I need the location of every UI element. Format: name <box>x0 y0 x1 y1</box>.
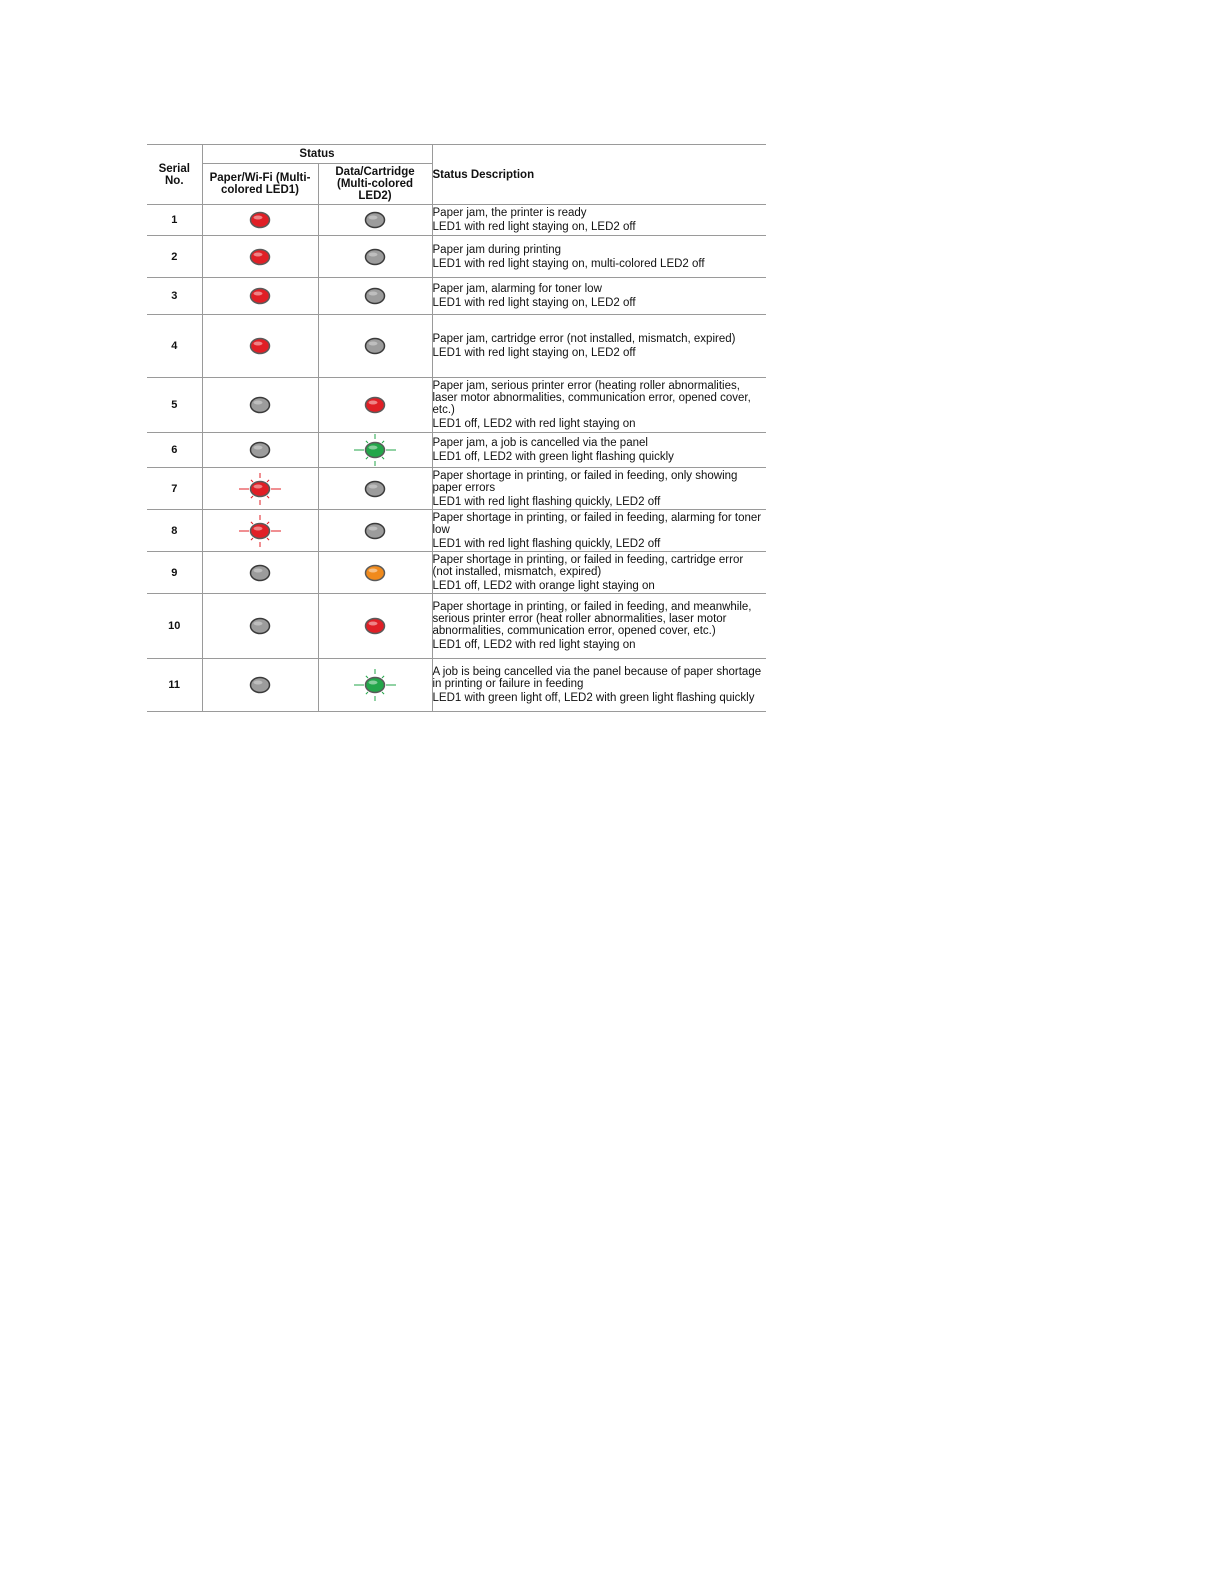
led1-off-off-icon <box>248 440 272 460</box>
status-description <box>432 378 766 433</box>
serial-number: 6 <box>147 433 202 468</box>
serial-number: 7 <box>147 468 202 510</box>
description-led-state: LED1 with red light staying on, LED2 off <box>432 347 636 359</box>
led2-cell <box>318 236 432 278</box>
description-condition: Paper shortage in printing, or failed in feeding, cartridge error (not installed, mismatch, expired) <box>432 553 744 578</box>
description-led-state: LED1 off, LED2 with orange light staying on <box>432 579 655 592</box>
led1-cell <box>202 552 318 594</box>
description-condition: Paper shortage in printing, or failed in feeding, alarming for toner low <box>432 511 762 536</box>
serial-number: 5 <box>147 378 202 433</box>
led2-off-off-icon <box>363 479 387 499</box>
header-led1: Paper/Wi-Fi (Multi-colored LED1) <box>202 164 318 205</box>
led1-cell <box>202 468 318 510</box>
led2-green-flashing-icon <box>353 433 397 467</box>
led2-cell <box>318 594 432 659</box>
table-row <box>147 236 766 278</box>
table-row <box>147 378 766 433</box>
led2-cell <box>318 205 432 236</box>
description-condition: Paper jam, a job is cancelled via the panel <box>432 437 648 449</box>
status-description <box>432 510 766 552</box>
status-description <box>432 205 766 236</box>
led1-red-flashing-icon <box>238 514 282 548</box>
description-condition: Paper jam, cartridge error (not installed, mismatch, expired) <box>432 333 736 345</box>
table-header <box>147 145 766 205</box>
serial-number: 4 <box>147 315 202 378</box>
led1-cell <box>202 236 318 278</box>
led2-off-off-icon <box>363 247 387 267</box>
led2-cell <box>318 510 432 552</box>
status-description <box>432 433 766 468</box>
header-status: Status <box>202 145 432 164</box>
led2-off-off-icon <box>363 286 387 306</box>
table-row <box>147 468 766 510</box>
table-row <box>147 594 766 659</box>
table-body <box>147 205 766 712</box>
led1-off-off-icon <box>248 616 272 636</box>
table-row <box>147 510 766 552</box>
status-description <box>432 552 766 594</box>
table-row <box>147 659 766 712</box>
led1-cell <box>202 315 318 378</box>
led1-cell <box>202 510 318 552</box>
led2-cell <box>318 315 432 378</box>
description-condition: Paper shortage in printing, or failed in feeding, and meanwhile, serious printer error (heat roller abnormalities, laser motor abnormalities, communication error, opened cover, etc.) <box>432 601 752 637</box>
serial-number: 2 <box>147 236 202 278</box>
description-led-state: LED1 off, LED2 with green light flashing quickly <box>432 451 674 463</box>
status-description <box>432 659 766 712</box>
led1-cell <box>202 594 318 659</box>
serial-number: 1 <box>147 205 202 236</box>
led1-cell <box>202 205 318 236</box>
status-description <box>432 594 766 659</box>
description-led-state: LED1 with red light staying on, LED2 off <box>432 221 636 233</box>
header-led2: Data/Cartridge (Multi-colored LED2) <box>318 164 432 205</box>
description-led-state: LED1 with green light off, LED2 with green light flashing quickly <box>432 692 755 704</box>
status-description <box>432 278 766 315</box>
table-row <box>147 205 766 236</box>
serial-number: 10 <box>147 594 202 659</box>
led2-off-off-icon <box>363 336 387 356</box>
header-description: Status Description <box>432 145 766 205</box>
led2-red-on-icon <box>363 395 387 415</box>
led1-red-flashing-icon <box>238 472 282 506</box>
led1-off-off-icon <box>248 395 272 415</box>
led1-red-on-icon <box>248 336 272 356</box>
led1-cell <box>202 433 318 468</box>
led1-red-on-icon <box>248 286 272 306</box>
table-row <box>147 433 766 468</box>
led2-orange-on-icon <box>363 563 387 583</box>
table-row <box>147 552 766 594</box>
led2-cell <box>318 659 432 712</box>
led2-cell <box>318 552 432 594</box>
status-description <box>432 236 766 278</box>
led-status-table <box>147 144 766 712</box>
led1-red-on-icon <box>248 210 272 230</box>
serial-number: 11 <box>147 659 202 712</box>
led2-cell <box>318 433 432 468</box>
led1-cell <box>202 378 318 433</box>
description-condition: Paper shortage in printing, or failed in feeding, only showing paper errors <box>432 469 738 494</box>
description-condition: Paper jam, the printer is ready <box>432 207 587 219</box>
led1-off-off-icon <box>248 675 272 695</box>
description-led-state: LED1 with red light flashing quickly, LED2 off <box>432 537 661 550</box>
led2-green-flashing-icon <box>353 668 397 702</box>
status-description <box>432 315 766 378</box>
description-condition: Paper jam during printing <box>432 243 561 256</box>
led1-cell <box>202 659 318 712</box>
led2-cell <box>318 468 432 510</box>
header-serial: Serial No. <box>147 145 202 205</box>
description-led-state: LED1 off, LED2 with red light staying on <box>432 418 636 430</box>
led1-cell <box>202 278 318 315</box>
description-led-state: LED1 with red light staying on, multi-colored LED2 off <box>432 257 705 270</box>
table-row <box>147 278 766 315</box>
led1-off-off-icon <box>248 563 272 583</box>
description-condition: Paper jam, serious printer error (heating roller abnormalities, laser motor abnormalities, communication error, opened cover, etc.) <box>432 380 751 416</box>
serial-number: 8 <box>147 510 202 552</box>
led2-off-off-icon <box>363 210 387 230</box>
description-led-state: LED1 with red light flashing quickly, LED2 off <box>432 495 661 508</box>
led1-red-on-icon <box>248 247 272 267</box>
description-condition: Paper jam, alarming for toner low <box>432 283 602 295</box>
led2-red-on-icon <box>363 616 387 636</box>
serial-number: 3 <box>147 278 202 315</box>
description-led-state: LED1 off, LED2 with red light staying on <box>432 639 636 651</box>
serial-number: 9 <box>147 552 202 594</box>
table-row <box>147 315 766 378</box>
description-led-state: LED1 with red light staying on, LED2 off <box>432 297 636 309</box>
led2-cell <box>318 378 432 433</box>
led2-off-off-icon <box>363 521 387 541</box>
status-description <box>432 468 766 510</box>
description-condition: A job is being cancelled via the panel because of paper shortage in printing or failure in feeding <box>432 666 762 690</box>
led2-cell <box>318 278 432 315</box>
